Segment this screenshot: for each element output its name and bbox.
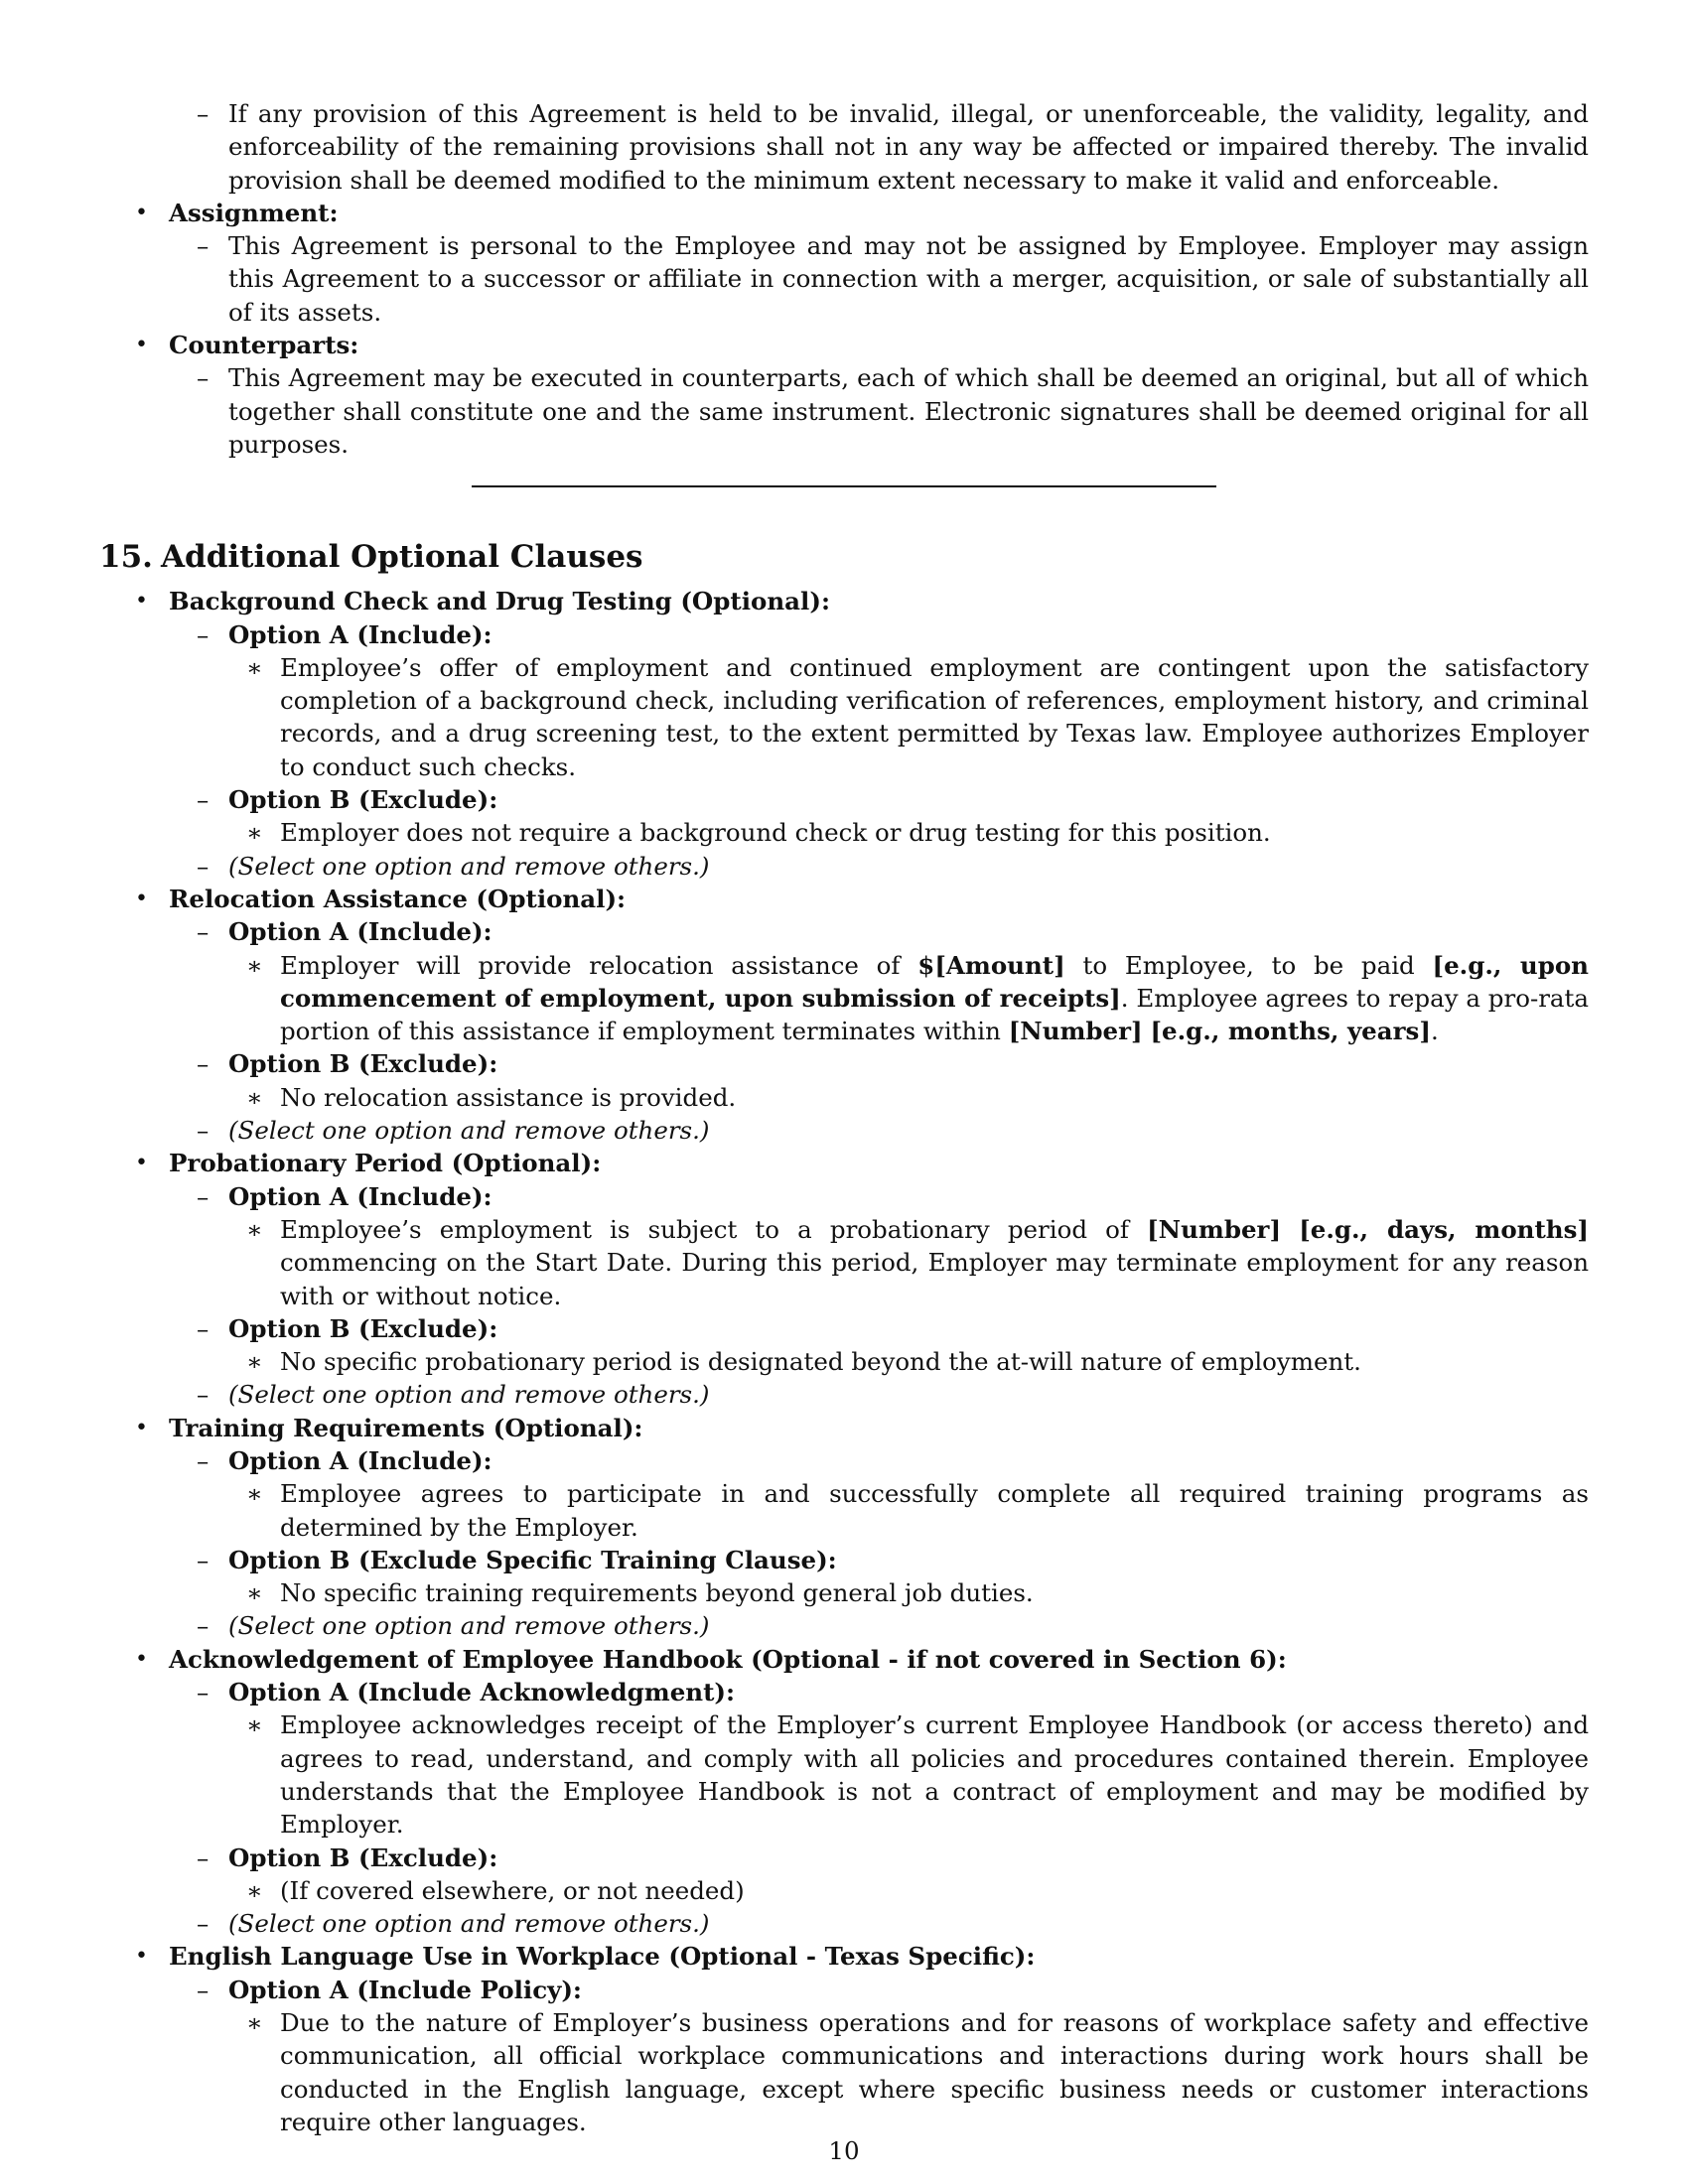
training-option-a-text: Employee agrees to participate in and successfully complete all required training programs as determined by the Employer. (280, 1479, 1589, 1542)
select-note (99, 1609, 1589, 1642)
asterisk-marker: ∗ (246, 950, 263, 980)
dash-marker: – (197, 231, 210, 261)
option-a-label: Option A (Include): (228, 917, 492, 947)
option-a-label: Option A (Include): (228, 619, 492, 649)
select-instruction: (Select one option and remove others.) (228, 1380, 710, 1410)
option-b-label: Option B (Exclude Specific Training Clause): (228, 1545, 837, 1574)
handbook-option-a-text: Employee acknowledges receipt of the Employer’s current Employee Handbook (or access thereto) and agrees to read, understand, and comply with all policies and procedures contained therein. Employee understands that the Employee Handbook is not a contract of employment and may be modified by Employer. (280, 1710, 1589, 1840)
option-heading (99, 1444, 1589, 1477)
dash-marker: – (197, 1116, 210, 1146)
asterisk-marker: ∗ (246, 1347, 263, 1377)
training-title: Training Requirements (Optional): (169, 1413, 643, 1442)
text-run: Employee’s employment is subject to a probationary period of (280, 1214, 1148, 1244)
clause-heading (99, 1147, 1589, 1179)
background-option-a-text: Employee’s offer of employment and continued employment are contingent upon the satisfactory completion of a background check, including verification of references, employment history, and criminal records, and a drug screening test, to the extent permitted by Texas law. Employee authorizes Employer to conduct such checks. (280, 652, 1589, 781)
assignment-text: This Agreement is personal to the Employee and may not be assigned by Employee. Employer may assign this Agreement to a successor or affiliate in connection with a merger, acquisition, or sale of substantially all of its assets. (228, 231, 1589, 327)
dash-marker: – (197, 1975, 210, 2004)
list-item (99, 197, 1589, 229)
bullet-marker: • (135, 333, 148, 358)
training-option-b-text: No specific training requirements beyond general job duties. (280, 1578, 1034, 1608)
text-run (1281, 1215, 1299, 1244)
text-run: . (1430, 1017, 1439, 1046)
option-heading (99, 618, 1589, 651)
text-run: to Employee, to be paid (1064, 950, 1433, 980)
option-heading (99, 1312, 1589, 1345)
option-text (99, 1081, 1589, 1114)
bullet-marker: • (135, 200, 148, 225)
relocation-option-b-text: No relocation assistance is provided. (280, 1082, 737, 1112)
select-note (99, 1907, 1589, 1940)
asterisk-marker: ∗ (246, 1214, 263, 1244)
option-text (99, 1874, 1589, 1907)
handbook-option-b-text: (If covered elsewhere, or not needed) (280, 1875, 745, 1905)
option-text (99, 1345, 1589, 1378)
list-item (99, 361, 1589, 461)
bullet-marker: • (135, 1415, 148, 1440)
english-title: English Language Use in Workplace (Optional - Texas Specific): (169, 1942, 1036, 1972)
asterisk-marker: ∗ (246, 652, 263, 682)
english-option-a-text: Due to the nature of Employer’s business operations and for reasons of workplace safety and effective communication, all official workplace communications and interactions during work hours shall be conducted in the English language, except where specific business needs or customer interactions require other languages. (280, 2008, 1589, 2136)
page-content (99, 97, 1589, 2138)
option-text (99, 651, 1589, 783)
list-item (99, 97, 1589, 197)
section-heading (99, 537, 1589, 577)
text-run: Employer will provide relocation assistance of (280, 950, 918, 980)
clause-heading (99, 1412, 1589, 1444)
option-heading (99, 915, 1589, 948)
dash-marker: – (197, 99, 210, 128)
select-instruction: (Select one option and remove others.) (228, 851, 710, 881)
background-check-title: Background Check and Drug Testing (Optional): (169, 587, 830, 616)
option-b-label: Option B (Exclude): (228, 1049, 498, 1079)
dash-marker: – (197, 1445, 210, 1475)
bullet-marker: • (135, 1646, 148, 1672)
asterisk-marker: ∗ (246, 818, 263, 848)
option-heading (99, 1974, 1589, 2006)
section-title: Additional Optional Clauses (161, 539, 643, 576)
page-number: 10 (828, 2136, 860, 2165)
number-placeholder: [Number] (1147, 1214, 1282, 1244)
horizontal-divider (472, 485, 1216, 487)
dash-marker: – (197, 1313, 210, 1343)
assignment-heading: Assignment: (169, 198, 339, 227)
list-item (99, 229, 1589, 329)
select-instruction: (Select one option and remove others.) (228, 1116, 710, 1146)
severability-text: If any provision of this Agreement is held to be invalid, illegal, or unenforceable, the validity, legality, and enforceability of the remaining provisions shall not in any way be affected or impaired thereby. The invalid provision shall be deemed modified to the minimum extent necessary to make it valid and enforceable. (228, 99, 1589, 195)
background-option-b-text: Employer does not require a background check or drug testing for this position. (280, 818, 1271, 848)
option-heading (99, 1047, 1589, 1080)
select-instruction: (Select one option and remove others.) (228, 1611, 710, 1641)
option-text (99, 949, 1589, 1048)
bullet-marker: • (135, 1944, 148, 1970)
bullet-marker: • (135, 589, 148, 614)
asterisk-marker: ∗ (246, 1479, 263, 1509)
option-b-label: Option B (Exclude): (228, 1313, 498, 1343)
timing-placeholder: [e.g., upon commencement of employment, upon submission of receipts] (280, 950, 1589, 1013)
dash-marker: – (197, 1843, 210, 1872)
option-b-label: Option B (Exclude): (228, 785, 498, 815)
number-placeholder: [Number] (1008, 1017, 1143, 1046)
dash-marker: – (197, 1380, 210, 1410)
clause-heading (99, 1940, 1589, 1973)
option-text (99, 2006, 1589, 2138)
probation-title: Probationary Period (Optional): (169, 1149, 602, 1178)
option-text (99, 1477, 1589, 1544)
amount-placeholder: $[Amount] (917, 950, 1065, 980)
option-text (99, 816, 1589, 849)
clause-heading (99, 1643, 1589, 1676)
bullet-marker: • (135, 886, 148, 911)
dash-marker: – (197, 1678, 210, 1707)
dash-marker: – (197, 1545, 210, 1574)
option-text (99, 1576, 1589, 1609)
asterisk-marker: ∗ (246, 1578, 263, 1608)
counterparts-heading: Counterparts: (169, 331, 359, 360)
list-item (99, 329, 1589, 361)
dash-marker: – (197, 363, 210, 393)
asterisk-marker: ∗ (246, 1875, 263, 1905)
dash-marker: – (197, 619, 210, 649)
relocation-title: Relocation Assistance (Optional): (169, 884, 627, 913)
text-run: . Employee agrees to repay a pro-rata portion of this assistance if employment terminates within (280, 983, 1589, 1046)
option-heading (99, 1676, 1589, 1708)
asterisk-marker: ∗ (246, 2008, 263, 2038)
option-a-label: Option A (Include): (228, 1445, 492, 1475)
counterparts-text: This Agreement may be executed in counterparts, each of which shall be deemed an original, but all of which together shall constitute one and the same instrument. Electronic signatures shall be deemed original for all purposes. (228, 363, 1589, 459)
dash-marker: – (197, 1049, 210, 1079)
dash-marker: – (197, 917, 210, 947)
relocation-option-a-text (280, 949, 1589, 1048)
unit-placeholder: [e.g., months, years] (1150, 1017, 1431, 1046)
select-note (99, 850, 1589, 883)
option-a-label: Option A (Include Policy): (228, 1975, 582, 2004)
option-a-label: Option A (Include Acknowledgment): (228, 1678, 736, 1707)
option-text (99, 1213, 1589, 1312)
bullet-marker: • (135, 1151, 148, 1176)
select-instruction: (Select one option and remove others.) (228, 1909, 710, 1939)
asterisk-marker: ∗ (246, 1082, 263, 1112)
probation-option-b-text: No specific probationary period is designated beyond the at-will nature of employment. (280, 1347, 1361, 1377)
asterisk-marker: ∗ (246, 1710, 263, 1740)
option-b-label: Option B (Exclude): (228, 1843, 498, 1872)
select-note (99, 1378, 1589, 1411)
dash-marker: – (197, 1181, 210, 1211)
dash-marker: – (197, 851, 210, 881)
option-heading (99, 783, 1589, 816)
option-text (99, 1708, 1589, 1841)
dash-marker: – (197, 785, 210, 815)
option-heading (99, 1842, 1589, 1874)
select-note (99, 1114, 1589, 1147)
option-heading (99, 1180, 1589, 1213)
unit-placeholder: [e.g., days, months] (1299, 1214, 1589, 1244)
handbook-title: Acknowledgement of Employee Handbook (Optional - if not covered in Section 6): (169, 1644, 1287, 1674)
dash-marker: – (197, 1909, 210, 1939)
section-number: 15. (99, 539, 153, 576)
option-a-label: Option A (Include): (228, 1181, 492, 1211)
clause-heading (99, 883, 1589, 915)
probation-option-a-text (280, 1213, 1589, 1312)
option-heading (99, 1544, 1589, 1576)
text-run: commencing on the Start Date. During this period, Employer may terminate employment for any reason with or without notice. (280, 1248, 1589, 1310)
clause-heading (99, 585, 1589, 617)
dash-marker: – (197, 1611, 210, 1641)
